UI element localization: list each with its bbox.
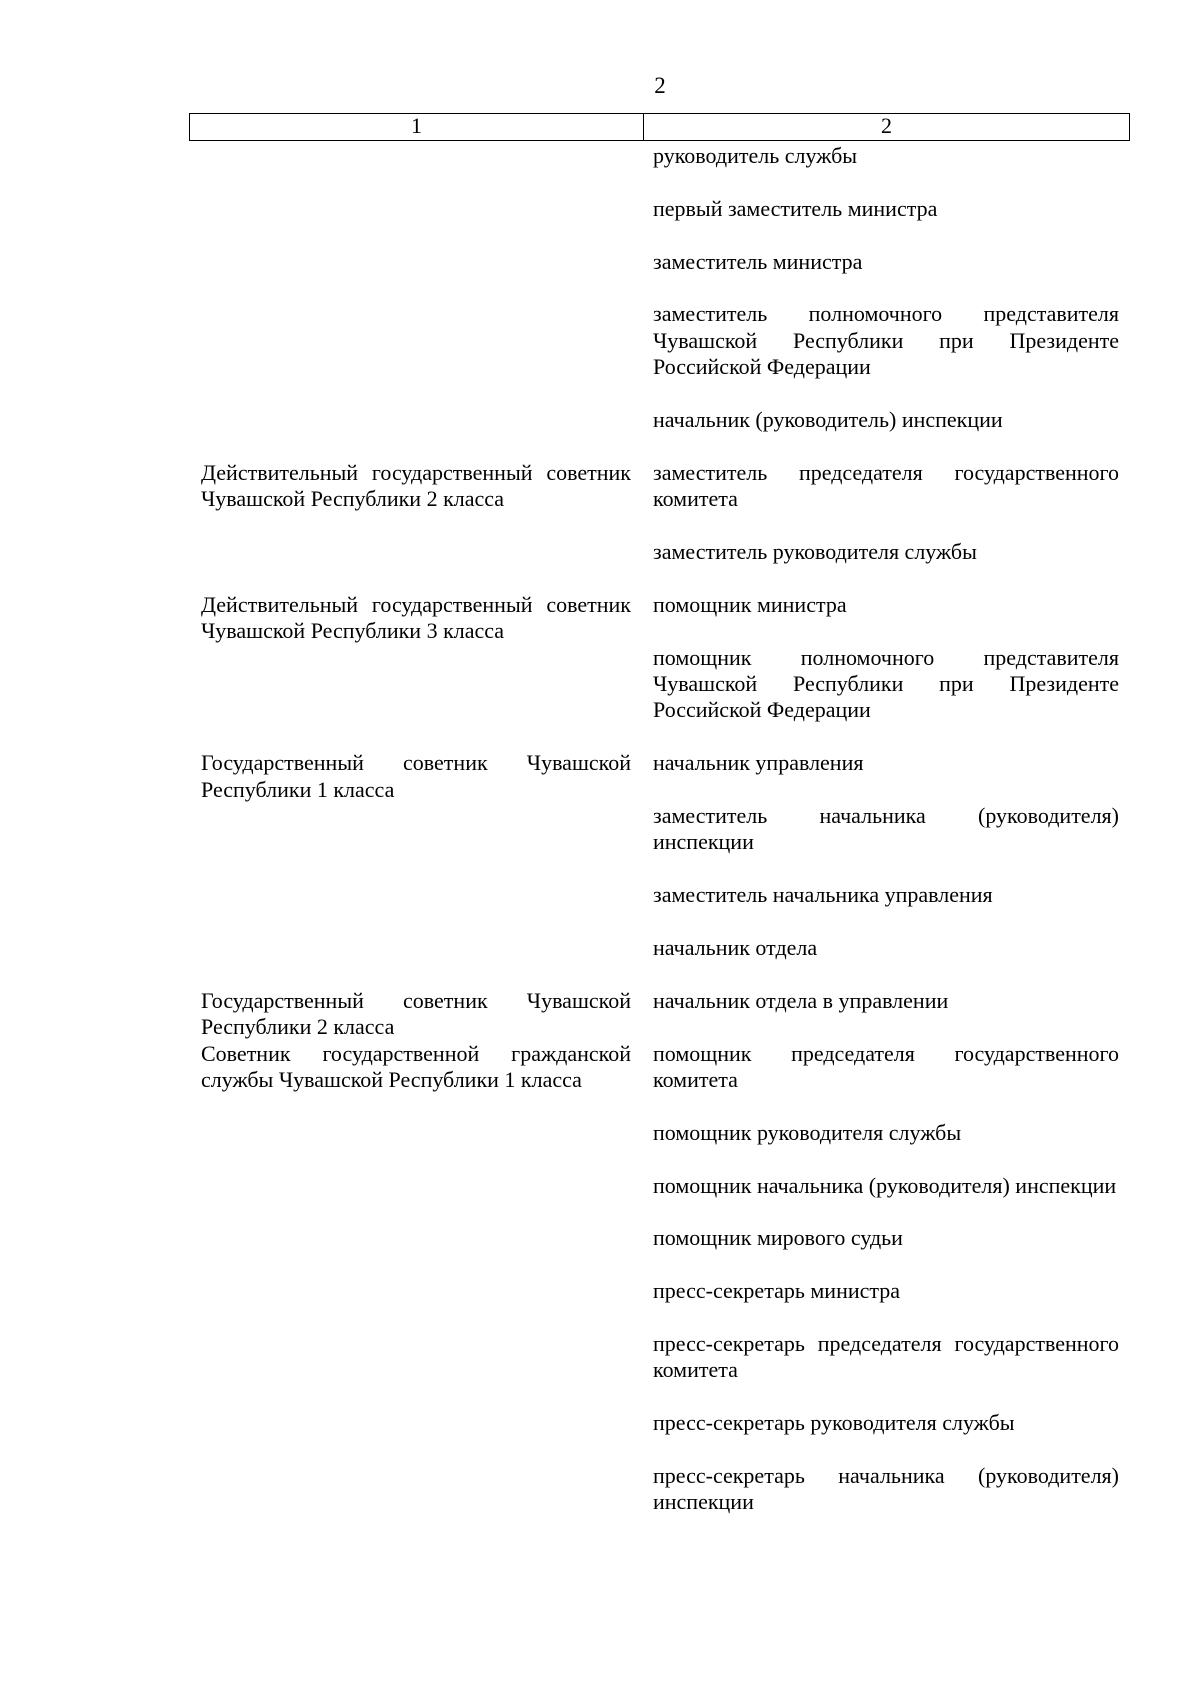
- position-item: помощник председателя государственного комитета: [653, 1040, 1119, 1093]
- table-row: [189, 750, 1130, 988]
- positions-cell: [642, 143, 1130, 460]
- column-header-2: 2: [881, 113, 892, 138]
- column-header-1: 1: [190, 114, 644, 140]
- table-row: [189, 592, 1130, 750]
- position-item: первый заместитель министра: [653, 195, 938, 221]
- positions-cell: [642, 592, 1130, 750]
- table-body: [189, 143, 1130, 1542]
- position-item: заместитель председателя государственного комитета: [653, 459, 1119, 512]
- table-row: [189, 1041, 1130, 1543]
- position-item: заместитель начальника управления: [653, 882, 993, 908]
- position-item: начальник отдела в управлении: [653, 987, 949, 1013]
- position-item: руководитель службы: [653, 143, 858, 168]
- position-item: помощник начальника (руководителя) инспекции: [653, 1172, 1117, 1198]
- position-item: помощник руководителя службы: [653, 1119, 962, 1145]
- positions-cell: [642, 750, 1130, 988]
- rank-cell: Государственный советник Чувашской Республики 1 класса: [201, 750, 631, 802]
- rank-cell: Советник государственной гражданской службы Чувашской Республики 1 класса: [201, 1040, 631, 1093]
- rank-cell: Действительный государственный советник Чувашской Республики 2 класса: [201, 459, 631, 512]
- position-item: заместитель полномочного представителя Чувашской Республики при Президенте Российской Федерации: [653, 301, 1119, 380]
- positions-cell: [642, 988, 1130, 1041]
- position-item: заместитель руководителя службы: [653, 539, 977, 564]
- table-header-row: [189, 113, 1130, 141]
- position-item: помощник министра: [653, 591, 847, 617]
- position-item: заместитель начальника (руководителя) инспекции: [653, 803, 1119, 855]
- table-row: [189, 143, 1130, 460]
- position-item: пресс-секретарь руководителя службы: [653, 1410, 1015, 1436]
- rank-cell: [189, 143, 642, 460]
- page-number: 2: [654, 73, 666, 98]
- position-item: начальник управления: [653, 750, 864, 776]
- positions-cell: [642, 1041, 1130, 1543]
- position-item: начальник (руководитель) инспекции: [653, 407, 1003, 432]
- table-row: [189, 460, 1130, 592]
- position-item: заместитель министра: [653, 248, 863, 274]
- position-item: помощник мирового судьи: [653, 1225, 903, 1251]
- position-item: пресс-секретарь председателя государственного комитета: [653, 1331, 1119, 1383]
- positions-cell: [642, 460, 1130, 592]
- rank-cell: Государственный советник Чувашской Республики 2 класса: [201, 987, 631, 1040]
- position-item: начальник отдела: [653, 935, 818, 960]
- position-item: пресс-секретарь начальника (руководителя) инспекции: [653, 1463, 1119, 1515]
- position-item: помощник полномочного представителя Чувашской Республики при Президенте Российской Федерации: [653, 644, 1119, 723]
- table-row: [189, 988, 1130, 1041]
- rank-cell: Действительный государственный советник Чувашской Республики 3 класса: [201, 591, 631, 644]
- position-item: пресс-секретарь министра: [653, 1278, 901, 1304]
